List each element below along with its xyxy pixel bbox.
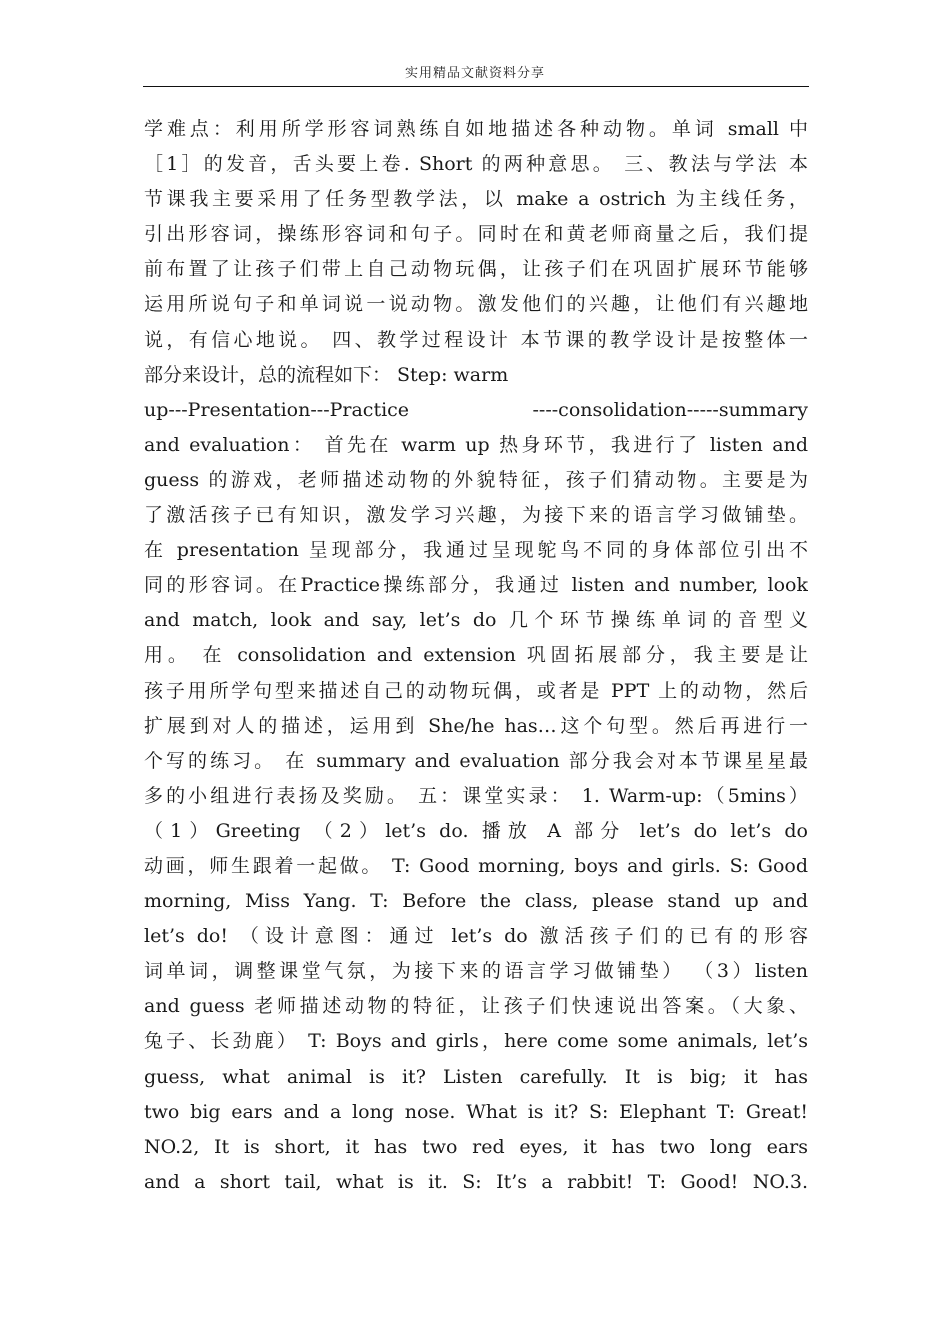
text-line: 同的形容词。在Practice操练部分，我通过 listen and number, look <box>144 574 808 597</box>
header-rule <box>143 86 809 87</box>
text-line: NO.2, It is short, it has two red eyes, it has two long ears <box>144 1135 808 1158</box>
text-line: guess, what animal is it? Listen carefully. It is big; it has <box>144 1065 808 1088</box>
page-header: 实用精品文献资料分享 <box>404 66 545 81</box>
text-line: （1）Greeting （2）let’s do. 播放 A 部分 let’s do let’s do <box>144 819 808 842</box>
text-line: guess 的游戏，老师描述动物的外貌特征，孩子们猜动物。主要是为 <box>144 468 808 491</box>
text-line: ［1］的发音，舌头要上卷. Short 的两种意思。 三、教法与学法 本 <box>144 153 808 176</box>
text-line: two big ears and a long nose. What is it? S: Elephant T: Great! <box>144 1100 808 1123</box>
text-line: 引出形容词，操练形容词和句子。同时在和黄老师商量之后，我们提 <box>144 223 808 246</box>
text-line: 动画，师生跟着一起做。 T: Good morning, boys and girls. S: Good <box>144 854 808 877</box>
text-line: 兔子、长劲鹿） T: Boys and girls，here come some animals, let’s <box>144 1030 808 1053</box>
text-line: 说，有信心地说。 四、教学过程设计 本节课的教学设计是按整体一 <box>144 328 808 351</box>
text-line: and a short tail, what is it. S: It’s a rabbit! T: Good! NO.3. <box>144 1170 808 1193</box>
text-line: 词单词，调整课堂气氛，为接下来的语言学习做铺垫） （3）listen <box>144 960 808 983</box>
text-line: 运用所说句子和单词说一说动物。激发他们的兴趣，让他们有兴趣地 <box>144 293 808 316</box>
text-line: 部分来设计，总的流程如下： Step: warm <box>144 363 509 386</box>
text-line: 前布置了让孩子们带上自己动物玩偶，让孩子们在巩固扩展环节能够 <box>144 258 808 281</box>
text-line: 扩展到对人的描述，运用到 She/he has…这个句型。然后再进行一 <box>144 714 808 737</box>
text-line: 节课我主要采用了任务型教学法，以 make a ostrich 为主线任务， <box>144 188 808 211</box>
text-line: 孩子用所学句型来描述自己的动物玩偶，或者是 PPT 上的动物，然后 <box>144 679 808 702</box>
text-line: 学难点：利用所学形容词熟练自如地描述各种动物。单词 small 中 <box>144 118 808 140</box>
text-line: 用。 在 consolidation and extension 巩固拓展部分，我主要是让 <box>144 644 808 667</box>
text-line: and match, look and say, let’s do 几个环节操练单词的音型义 <box>144 609 808 632</box>
text-line: morning, Miss Yang. T: Before the class, please stand up and <box>144 890 808 913</box>
text-line: up---Presentation---Practice ----consolidation-----summary <box>144 398 808 421</box>
text-line: 多的小组进行表扬及奖励。 五：课堂实录： 1. Warm-up:（5mins） <box>144 784 808 807</box>
text-line: 在 presentation 呈现部分，我通过呈现鸵鸟不同的身体部位引出不 <box>144 539 808 562</box>
text-line: 个写的练习。 在 summary and evaluation 部分我会对本节课星星最 <box>144 749 808 772</box>
text-line: and evaluation： 首先在 warm up 热身环节，我进行了 listen and <box>144 433 808 456</box>
body-text <box>144 112 808 1200</box>
text-line: 了激活孩子已有知识，激发学习兴趣，为接下来的语言学习做铺垫。 <box>144 504 808 527</box>
text-line: let’s do! （设计意图：通过 let’s do 激活孩子们的已有的形容 <box>144 925 808 948</box>
text-line: and guess 老师描述动物的特征，让孩子们快速说出答案。（大象、 <box>144 995 808 1018</box>
